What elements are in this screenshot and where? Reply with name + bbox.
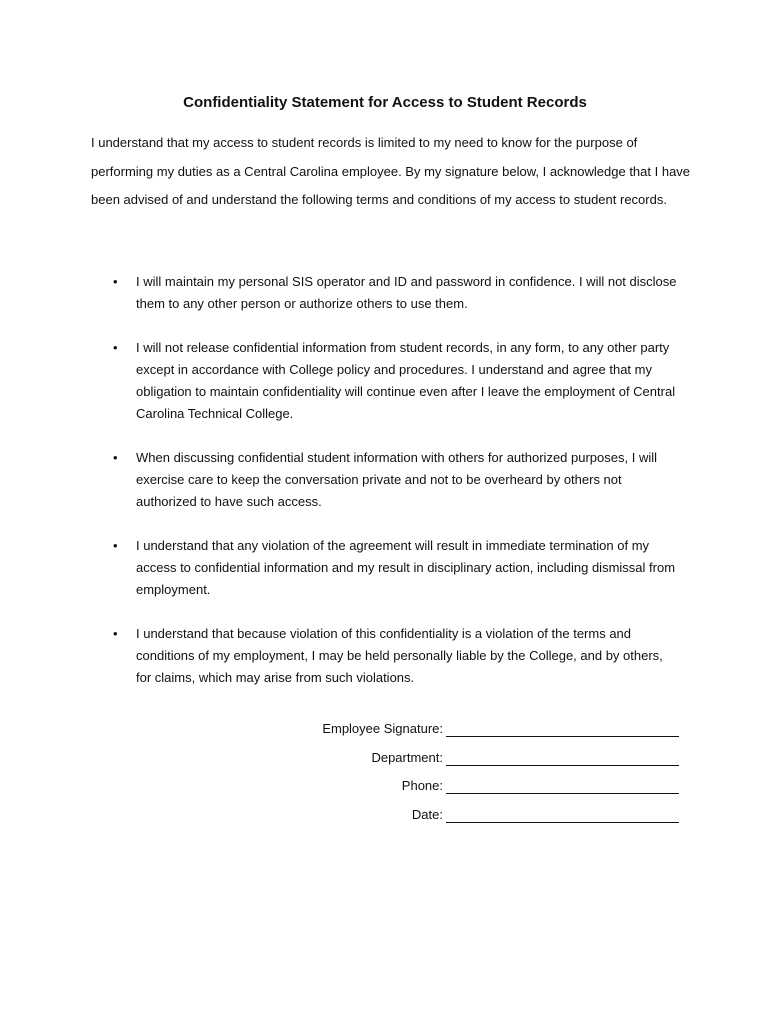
signature-row bbox=[0, 719, 770, 748]
date-row bbox=[0, 805, 770, 834]
list-item-text: I understand that any violation of the agreement will result in immediate termination of my access to confidential information and my result in disciplinary action, including dismissal from employment. bbox=[136, 538, 676, 597]
list-item bbox=[0, 447, 681, 513]
department-line[interactable] bbox=[446, 765, 679, 766]
list-item bbox=[0, 535, 681, 601]
phone-row bbox=[0, 776, 770, 805]
document-title: Confidentiality Statement for Access to Student Records bbox=[183, 94, 587, 111]
list-item bbox=[0, 271, 681, 315]
department-label: Department: bbox=[371, 749, 443, 765]
bullet-icon: • bbox=[113, 626, 118, 641]
bullet-icon: • bbox=[113, 340, 118, 355]
phone-label: Phone: bbox=[401, 778, 443, 793]
list-item bbox=[0, 623, 681, 689]
employee-signature-label: Employee Signature: bbox=[322, 721, 443, 736]
date-label: Date: bbox=[411, 806, 443, 822]
bullet-icon: • bbox=[113, 538, 118, 553]
list-item-text: I understand that because violation of this confidentiality is a violation of the terms and conditions of my employment, I may be held personally liable by the College, and by others, for claims, which may arise from such violations. bbox=[136, 626, 663, 685]
bullet-icon: • bbox=[113, 274, 118, 289]
list-item-text: When discussing confidential student information with others for authorized purposes, I will exercise care to keep the conversation private and not to be overheard by others not authorized to have such access. bbox=[136, 450, 657, 509]
list-item-text: I will not release confidential information from student records, in any form, to any other party except in accordance with College policy and procedures. I understand and agree that my obligation to maintain confidentiality will continue even after I leave the employment of Central Carolina Technical College. bbox=[136, 340, 676, 421]
employee-signature-line[interactable] bbox=[446, 736, 679, 737]
signature-block bbox=[0, 719, 770, 833]
date-line[interactable] bbox=[446, 822, 679, 823]
list-item-text: I will maintain my personal SIS operator and ID and password in confidence. I will not disclose them to any other person or authorize others to use them. bbox=[136, 274, 677, 311]
phone-line[interactable] bbox=[446, 793, 679, 794]
department-row bbox=[0, 748, 770, 777]
bullet-icon: • bbox=[113, 450, 118, 465]
terms-list bbox=[0, 271, 770, 711]
list-item bbox=[0, 337, 681, 425]
intro-paragraph: I understand that my access to student records is limited to my need to know for the purpose of performing my duties as a Central Carolina employee. By my signature below, I acknowledge that I have been advised of and understand the following terms and conditions of my access to student records. bbox=[91, 135, 691, 207]
